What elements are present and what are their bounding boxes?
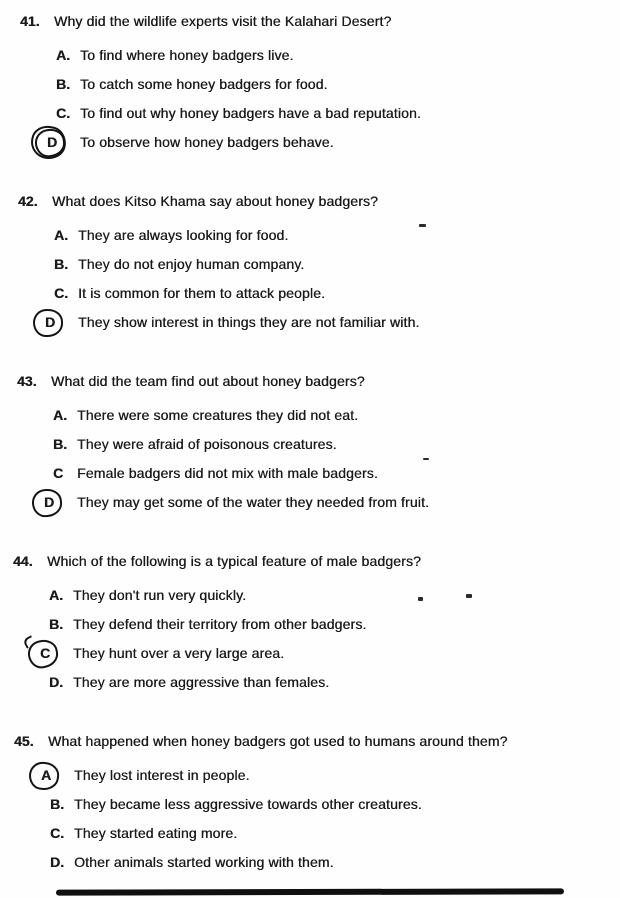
option-text: They do not enjoy human company. — [78, 256, 305, 272]
question-text: What does Kitso Khama say about honey badgers? — [52, 193, 378, 209]
option-letter: A. — [54, 227, 68, 243]
option-text: There were some creatures they did not eat. — [77, 407, 359, 423]
option-letter: B. — [49, 616, 63, 632]
option-text: They became less aggressive towards other creatures. — [74, 796, 422, 812]
question — [13, 551, 600, 693]
question-number: 45. — [14, 733, 34, 749]
option-letter: B. — [56, 76, 70, 92]
question-number: 44. — [13, 553, 33, 569]
option-row — [50, 794, 600, 815]
circled-answer-letter: D — [40, 492, 64, 513]
ink-mark — [418, 597, 423, 601]
option-letter: C. — [50, 825, 64, 841]
option-row — [40, 765, 600, 786]
option-row — [56, 103, 600, 124]
options-list — [40, 765, 600, 873]
option-letter: C. — [54, 285, 68, 301]
ink-mark — [419, 224, 426, 227]
option-row — [56, 45, 600, 66]
option-letter: B. — [53, 436, 67, 452]
question-text: Which of the following is a typical feature of male badgers? — [47, 553, 421, 569]
option-row — [39, 643, 600, 664]
question-title — [13, 551, 600, 572]
option-row — [54, 225, 600, 246]
option-row — [50, 823, 600, 844]
option-row — [50, 852, 600, 873]
ink-mark — [466, 594, 472, 598]
question-number: 42. — [18, 193, 38, 209]
options-list — [39, 585, 600, 693]
option-text: To find out why honey badgers have a bad reputation. — [80, 105, 421, 121]
circled-answer-letter: C — [36, 643, 60, 664]
question — [20, 11, 600, 153]
option-letter: D. — [50, 854, 64, 870]
option-row — [44, 312, 600, 333]
option-text: They defend their territory from other badgers. — [73, 616, 367, 632]
option-row — [49, 585, 600, 606]
option-text: They were afraid of poisonous creatures. — [77, 436, 337, 452]
option-row — [56, 74, 600, 95]
option-letter: A. — [49, 587, 63, 603]
option-letter: B. — [50, 796, 64, 812]
option-row — [54, 283, 600, 304]
question-title — [17, 371, 600, 392]
question-list — [13, 11, 600, 873]
question-title — [20, 11, 600, 32]
question-number: 43. — [17, 373, 37, 389]
question-text: What did the team find out about honey badgers? — [51, 373, 365, 389]
option-text: They lost interest in people. — [74, 767, 250, 783]
question-title — [18, 191, 600, 212]
option-text: They are always looking for food. — [78, 227, 289, 243]
option-row — [54, 254, 600, 275]
option-text: It is common for them to attack people. — [78, 285, 326, 301]
option-text: Other animals started working with them. — [74, 854, 334, 870]
circled-answer-letter: D — [43, 132, 67, 153]
option-row — [53, 405, 600, 426]
option-row — [49, 614, 600, 635]
option-letter: A. — [53, 407, 67, 423]
option-row — [53, 463, 600, 484]
question — [14, 731, 600, 873]
option-text: To find where honey badgers live. — [80, 47, 294, 63]
option-text: They show interest in things they are not familiar with. — [78, 314, 420, 330]
option-letter: C — [53, 465, 64, 481]
option-text: They may get some of the water they needed from fruit. — [77, 494, 430, 510]
options-list — [43, 405, 600, 513]
option-text: To catch some honey badgers for food. — [80, 76, 328, 92]
option-row — [46, 132, 600, 153]
circled-answer-letter: A — [37, 765, 61, 786]
option-text: They started eating more. — [74, 825, 238, 841]
question — [17, 371, 600, 513]
option-text: They are more aggressive than females. — [73, 674, 330, 690]
option-letter: B. — [54, 256, 68, 272]
option-row — [53, 434, 600, 455]
option-text: They don't run very quickly. — [73, 587, 247, 603]
option-letter: C. — [56, 105, 70, 121]
options-list — [44, 225, 600, 333]
question — [18, 191, 600, 333]
options-list — [46, 45, 600, 153]
option-letter: A. — [56, 47, 70, 63]
option-text: They hunt over a very large area. — [73, 645, 285, 661]
question-number: 41. — [20, 13, 40, 29]
question-text: Why did the wildlife experts visit the Kalahari Desert? — [54, 13, 392, 29]
question-text: What happened when honey badgers got used to humans around them? — [48, 733, 508, 749]
ink-mark — [423, 458, 429, 460]
question-title — [14, 731, 600, 752]
option-text: To observe how honey badgers behave. — [80, 134, 334, 150]
option-letter: D. — [49, 674, 63, 690]
option-text: Female badgers did not mix with male badgers. — [77, 465, 378, 481]
option-row — [49, 672, 600, 693]
circled-answer-letter: D — [41, 312, 65, 333]
option-row — [43, 492, 600, 513]
